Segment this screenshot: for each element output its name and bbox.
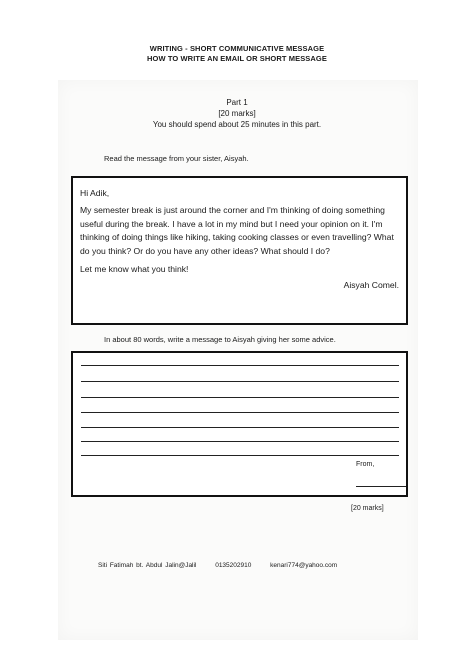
from-label: From, — [356, 461, 375, 468]
time-note: You should spend about 25 minutes in this part. — [152, 120, 322, 129]
part-marks: [20 marks] — [218, 109, 256, 118]
message-closing: Let me know what you think! — [80, 264, 189, 275]
message-box — [71, 176, 408, 325]
message-greeting: Hi Adik, — [80, 188, 110, 198]
title-line-1: WRITING - SHORT COMMUNICATIVE MESSAGE — [149, 44, 325, 53]
document-title — [0, 44, 474, 64]
answer-box[interactable] — [71, 351, 408, 497]
title-line-2: HOW TO WRITE AN EMAIL OR SHORT MESSAGE — [147, 54, 327, 63]
answer-line[interactable] — [81, 381, 399, 382]
answer-line[interactable] — [81, 397, 399, 398]
marks-label: [20 marks] — [351, 505, 384, 512]
part-name: Part 1 — [226, 98, 248, 107]
message-signature: Aisyah Comel. — [343, 280, 399, 291]
footer-phone: 0135202910 — [215, 562, 252, 569]
answer-line[interactable] — [81, 427, 399, 428]
footer-email: kenari774@yahoo.com — [270, 562, 338, 569]
footer-author: Siti Fatimah bt. Abdul Jalin@Jalil — [98, 562, 197, 569]
read-instruction: Read the message from your sister, Aisyah. — [104, 154, 249, 163]
message-body: My semester break is just around the corner and I'm thinking of doing something useful during the break. I have a lot in my mind but I need your opinion on it. I'm thinking of doing things like hiking, taking cooking classes or even travelling? What do you think? Or do you have any other ideas? What should I do? — [80, 205, 394, 256]
footer — [98, 562, 353, 569]
answer-line[interactable] — [81, 365, 399, 366]
signature-line[interactable] — [356, 486, 406, 487]
task-instruction: In about 80 words, write a message to Aisyah giving her some advice. — [104, 335, 336, 344]
answer-line[interactable] — [81, 412, 399, 413]
answer-line[interactable] — [81, 441, 399, 442]
part-heading — [0, 97, 474, 130]
answer-line[interactable] — [81, 455, 399, 456]
